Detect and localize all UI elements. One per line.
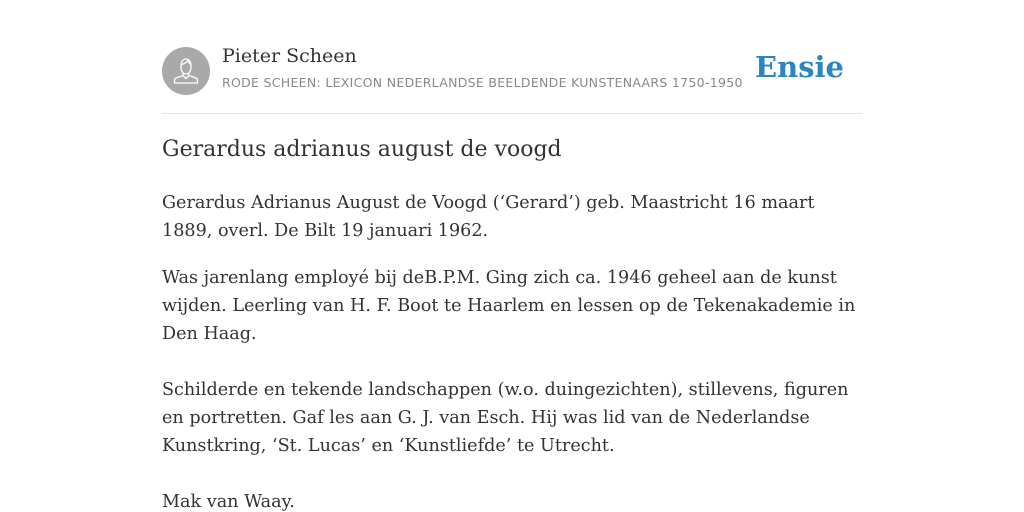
entry-title: Gerardus adrianus august de voogd [162, 137, 562, 162]
body-paragraph: Gerardus Adrianus August de Voogd (‘Gerard’) geb. Maastricht 16 maart 1889, overl. De Bilt 19 januari 1962. [162, 193, 815, 241]
ensie-logo[interactable]: Ensie [755, 50, 844, 84]
entry-header [162, 0, 862, 114]
entry-body [162, 189, 862, 512]
user-icon [162, 47, 210, 95]
entry-content [162, 0, 862, 512]
author-avatar[interactable] [162, 47, 210, 95]
author-name[interactable]: Pieter Scheen [222, 45, 357, 67]
body-paragraph: Was jarenlang employé bij deB.P.M. Ging zich ca. 1946 geheel aan de kunst wijden. Leerling van H. F. Boot te Haarlem en lessen op de Tekenakademie in Den Haag. Schilderde en tekende landschappen (w.o. duingezichten), stillevens, figuren en portretten. Gaf les aan G. J. van Esch. Hij was lid van de Nederlandse Kunstkring, ‘St. Lucas’ en ‘Kunstliefde’ te Utrecht. Mak van Waay. [162, 268, 856, 512]
source-title[interactable]: RODE SCHEEN: LEXICON NEDERLANDSE BEELDENDE KUNSTENAARS 1750-1950 [222, 75, 743, 90]
